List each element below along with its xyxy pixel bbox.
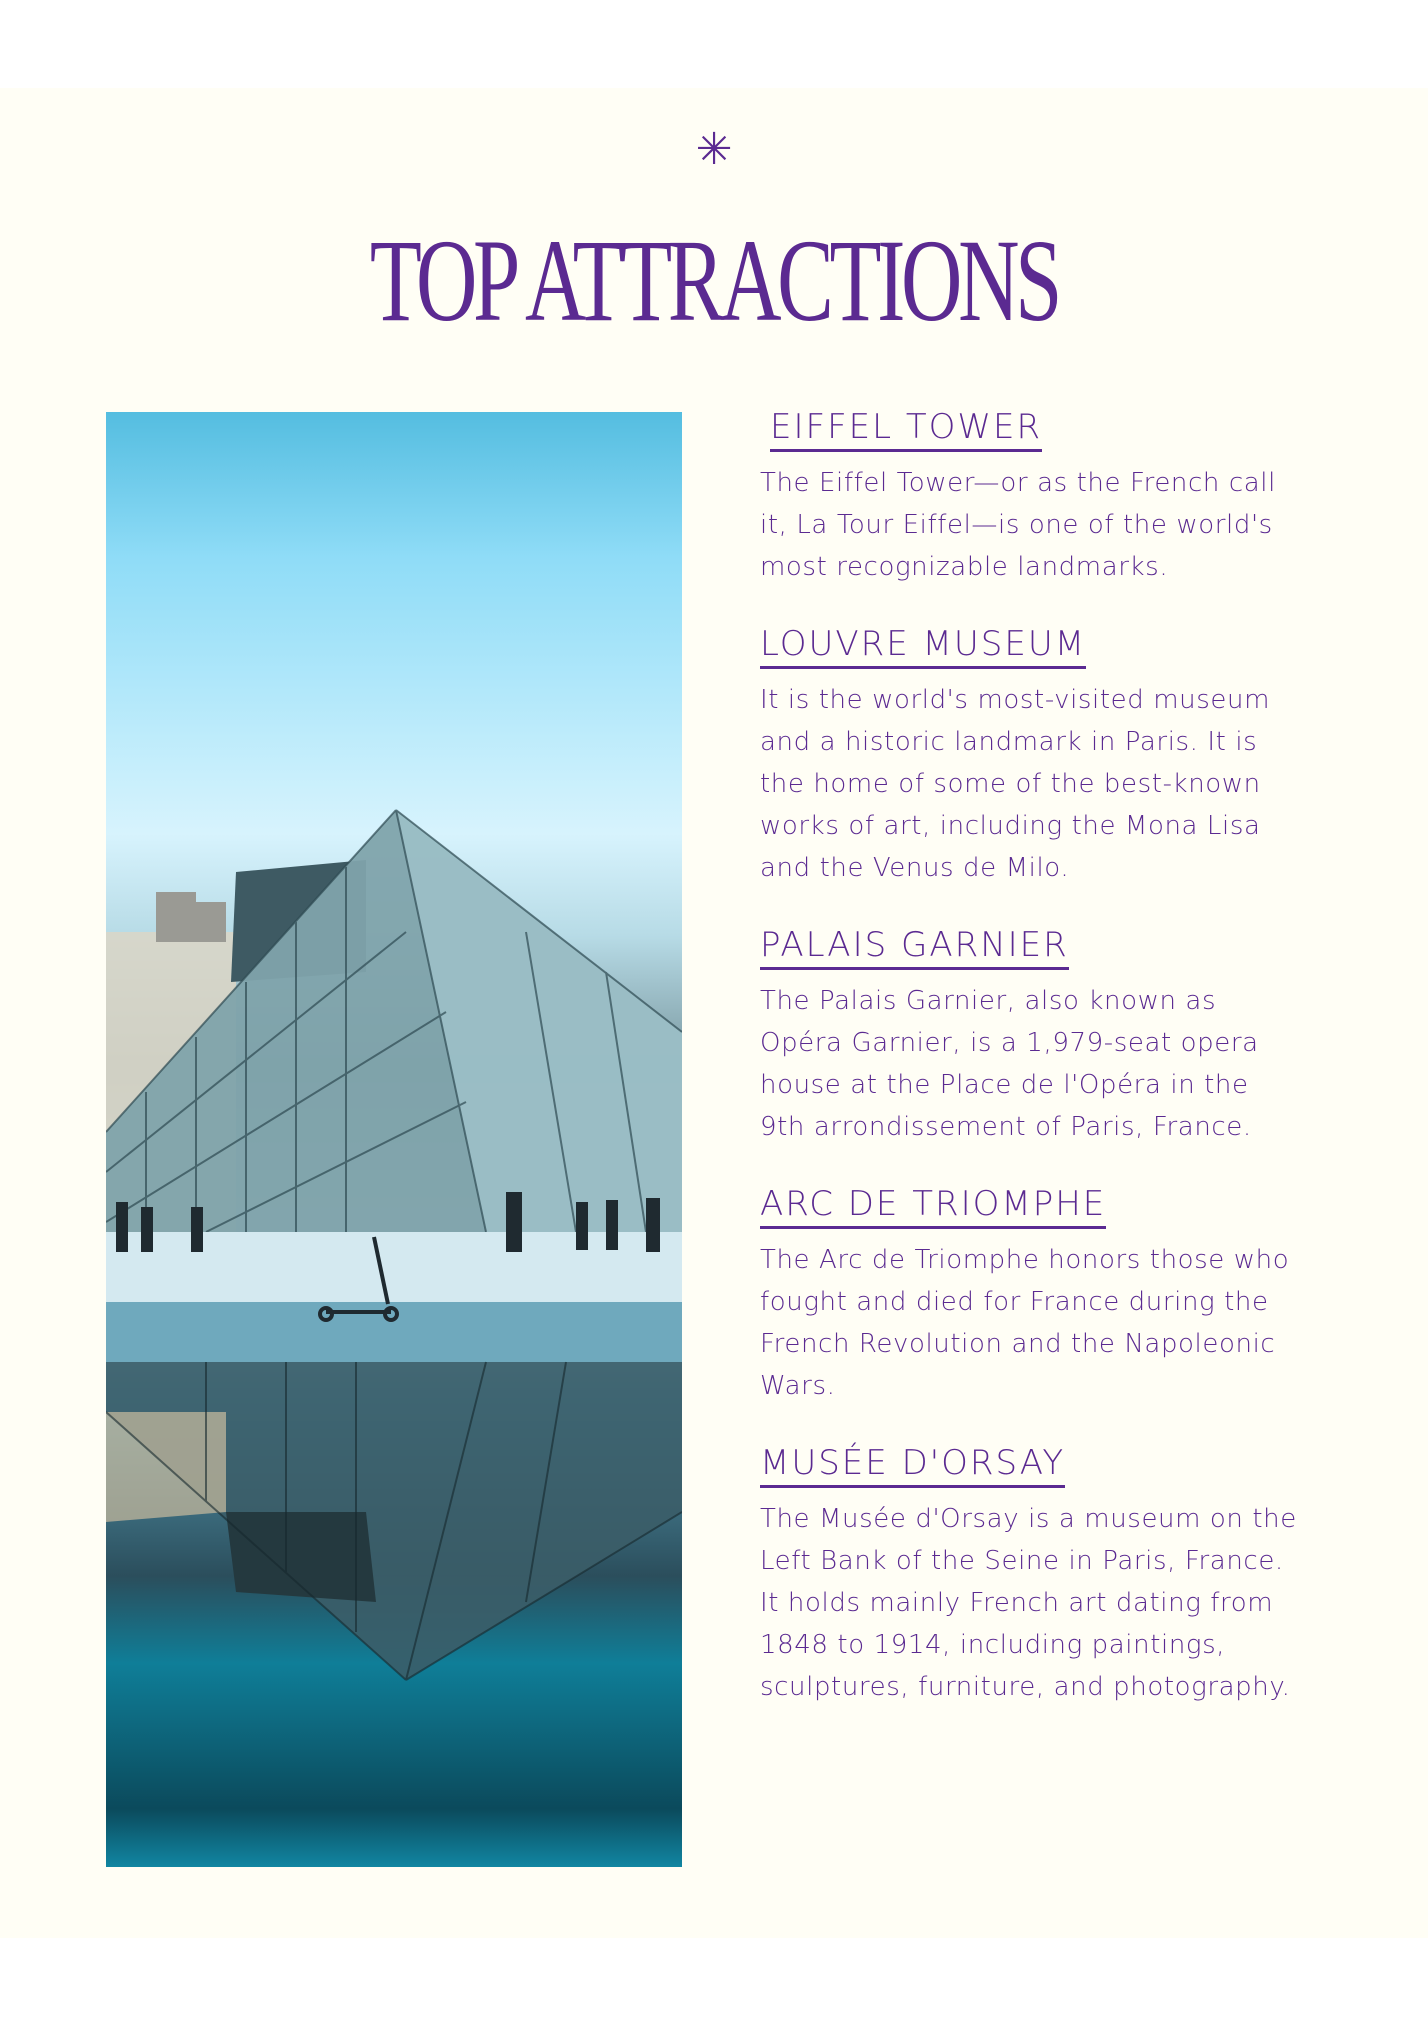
page-title: TOP ATTRACTIONS	[369, 215, 1059, 346]
attraction-description: The Musée d'Orsay is a museum on the Left Bank of the Seine in Paris, France. It holds mainly French art dating from 1848 to 1914, including paintings, sculptures, furniture, and photography.	[760, 1504, 1297, 1702]
attraction-description: The Arc de Triomphe honors those who fought and died for France during the French Revolution and the Napoleonic Wars.	[760, 1245, 1290, 1401]
attraction-arc-de-triomphe	[760, 1182, 1320, 1407]
louvre-pyramid-photo	[106, 412, 682, 1867]
asterisk-icon: ✳	[695, 124, 733, 175]
attraction-title: EIFFEL TOWER	[770, 405, 1042, 452]
attraction-description: The Eiffel Tower—or as the French call it, La Tour Eiffel—is one of the world's most recognizable landmarks.	[760, 468, 1276, 582]
attraction-title: MUSÉE D'ORSAY	[760, 1441, 1065, 1488]
attraction-title: PALAIS GARNIER	[760, 923, 1069, 970]
attraction-description: It is the world's most-visited museum and a historic landmark in Paris. It is the home of some of the best-known works of art, including the Mona Lisa and the Venus de Milo.	[760, 685, 1270, 883]
attraction-description: The Palais Garnier, also known as Opéra Garnier, is a 1,979-seat opera house at the Place de l'Opéra in the 9th arrondissement of Paris, France.	[760, 986, 1259, 1142]
attractions-list	[760, 405, 1320, 1742]
pyramid-illustration	[106, 412, 682, 1867]
attraction-title: LOUVRE MUSEUM	[760, 622, 1086, 669]
attraction-louvre-museum	[760, 622, 1320, 889]
attraction-eiffel-tower	[760, 405, 1320, 588]
attraction-palais-garnier	[760, 923, 1320, 1148]
attraction-title: ARC DE TRIOMPHE	[760, 1182, 1106, 1229]
attraction-musee-dorsay	[760, 1441, 1320, 1708]
